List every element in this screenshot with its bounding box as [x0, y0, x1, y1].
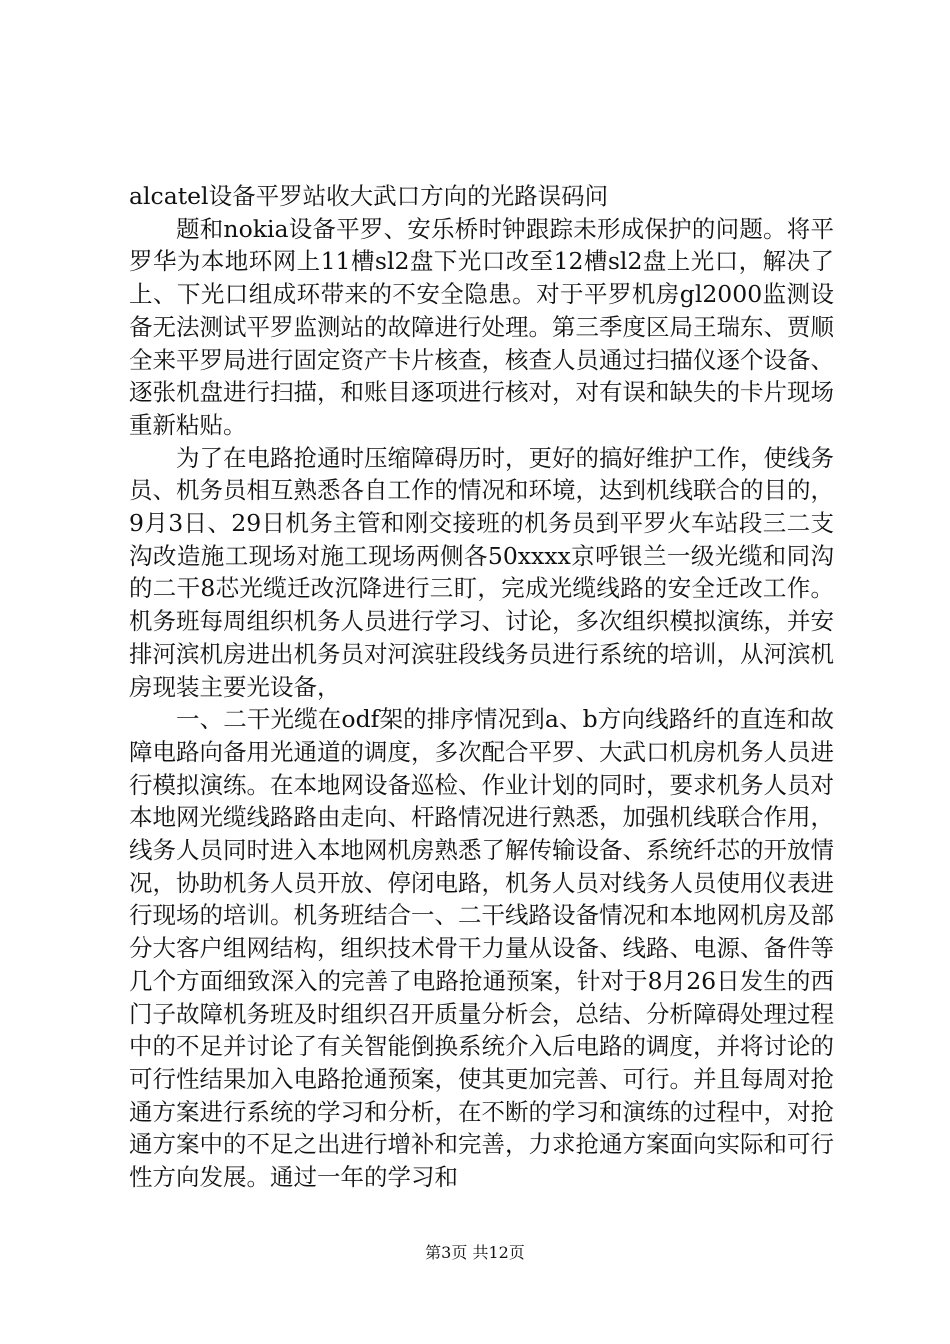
paragraph-4: 一、二干光缆在odf架的排序情况到a、b方向线路纤的直连和故障电路向备用光通道的调度，多次配合平罗、大武口机房机务人员进行模拟演练。在本地网设备巡检、作业计划的同时，要求机务人员对本地网光缆线路路由走向、杆路情况进行熟悉，加强机线联合作用，线务人员同时进入本地网机房熟悉了解传输设备、系统纤芯的开放情况，协助机务人员开放、停闭电路，机务人员对线务人员使用仪表进行现场的培训。机务班结合一、二干线路设备情况和本地网机房及部分大客户组网结构，组织技术骨干力量从设备、线路、电源、备件等几个方面细致深入的完善了电路抢通预案，针对于8月26日发生的西门子故障机务班及时组织召开质量分析会，总结、分析障碍处理过程中的不足并讨论了有关智能倒换系统介入后电路的调度，并将讨论的可行性结果加入电路抢通预案，使其更加完善、可行。并且每周对抢通方案进行系统的学习和分析，在不断的学习和演练的过程中，对抢通方案中的不足之出进行增补和完善，力求抢通方案面向实际和可行性方向发展。通过一年的学习和	[129, 705, 834, 1192]
paragraph-2: 题和nokia设备平罗、安乐桥时钟跟踪未形成保护的问题。将平罗华为本地环网上11槽sl2盘下光口改至12槽sl2盘上光口，解决了上、下光口组成环带来的不安全隐患。对于平罗机房gl2000监测设备无法测试平罗监测站的故障进行处理。第三季度区局王瑞东、贾顺全来平罗局进行固定资产卡片核查，核查人员通过扫描仪逐个设备、逐张机盘进行扫描，和账目逐项进行核对，对有误和缺失的卡片现场重新粘贴。	[129, 214, 834, 439]
paragraph-1: alcatel设备平罗站收大武口方向的光路误码问	[129, 182, 609, 210]
document-body	[129, 180, 834, 1194]
page-number-footer: 第3页 共12页	[425, 1243, 525, 1262]
paragraph-3: 为了在电路抢通时压缩障碍历时，更好的搞好维护工作，使线务员、机务员相互熟悉各自工作的情况和环境，达到机线联合的目的，9月3日、29日机务主管和刚交接班的机务员到平罗火车站段三二支沟改造施工现场对施工现场两侧各50xxxx京呼银兰一级光缆和同沟的二干8芯光缆迁改沉降进行三盯，完成光缆线路的安全迁改工作。机务班每周组织机务人员进行学习、讨论，多次组织模拟演练，并安排河滨机房进出机务员对河滨驻段线务员进行系统的培训，从河滨机房现装主要光设备，	[129, 443, 834, 701]
